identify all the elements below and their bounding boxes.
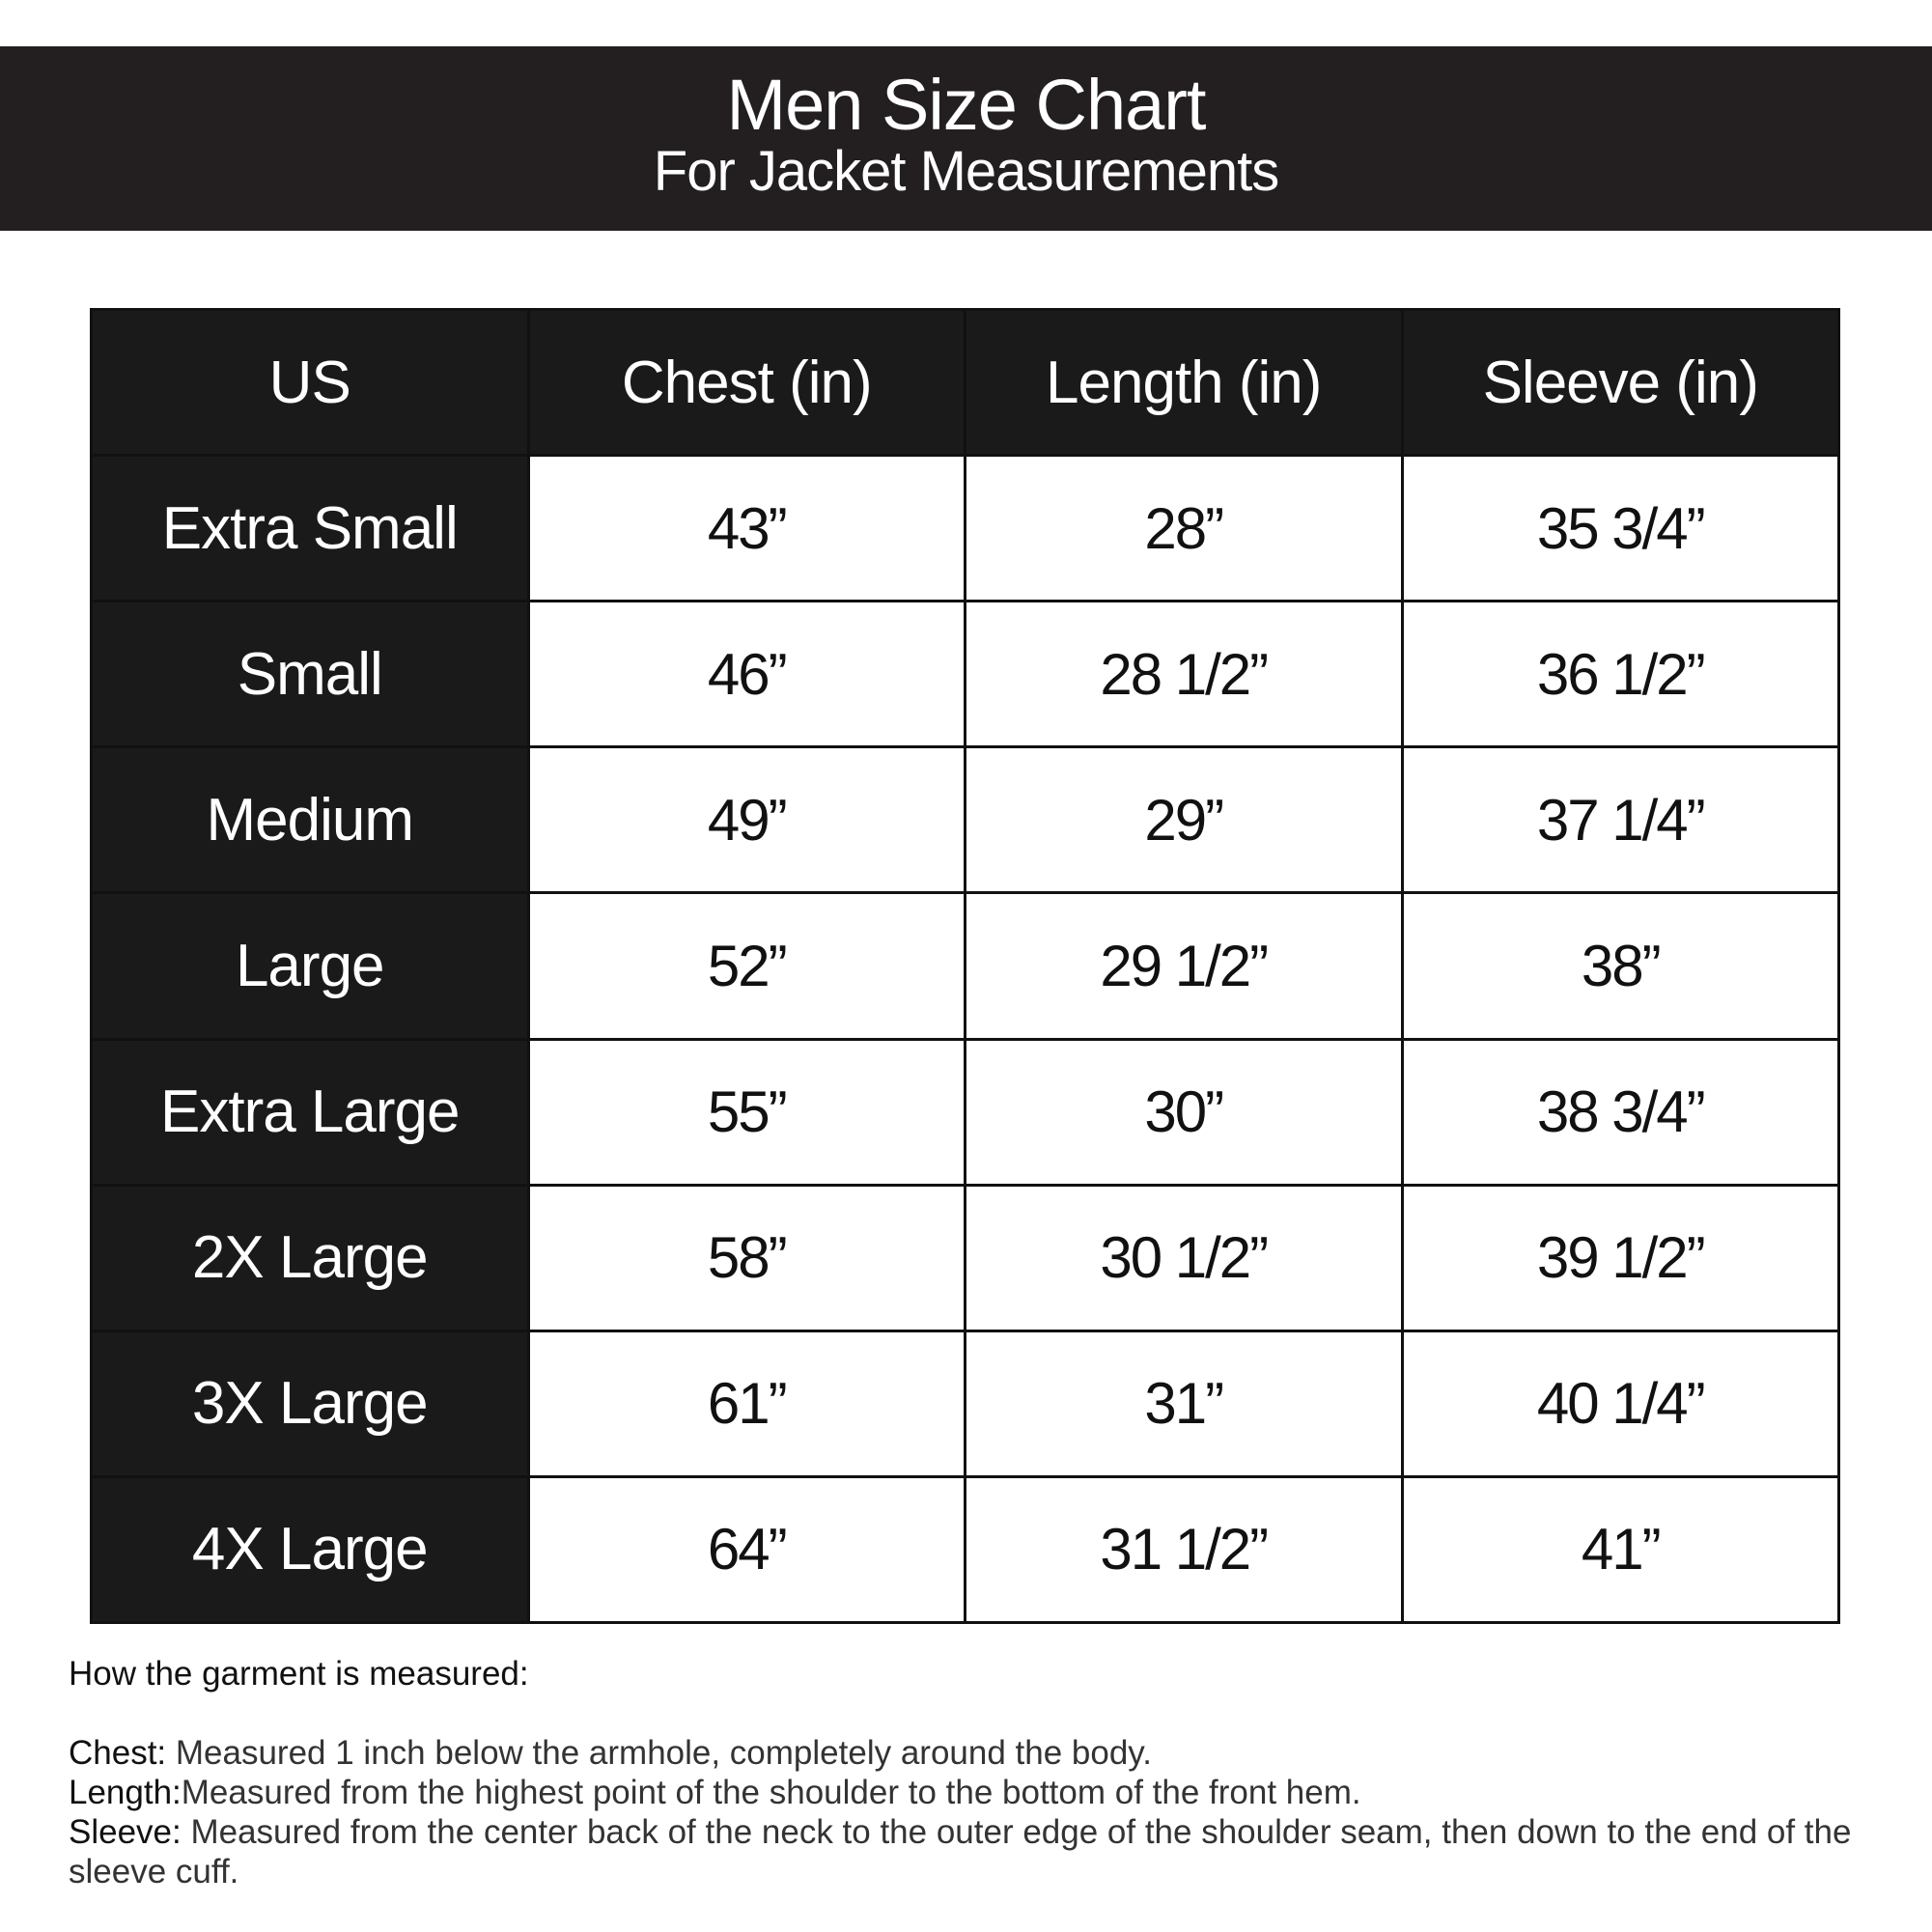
chest-value-cell: 46”	[528, 602, 966, 747]
size-chart-table	[90, 308, 1840, 1624]
length-value-cell: 30 1/2”	[966, 1185, 1403, 1330]
table-row	[92, 1330, 1839, 1476]
page-subtitle: For Jacket Measurements	[653, 140, 1279, 203]
size-label-cell: 3X Large	[92, 1330, 529, 1476]
chest-value-cell: 58”	[528, 1185, 966, 1330]
length-note-text: Measured from the highest point of the shoulder to the bottom of the front hem.	[181, 1774, 1361, 1811]
length-value-cell: 28”	[966, 456, 1403, 602]
size-label-cell: 4X Large	[92, 1476, 529, 1622]
table-row	[92, 1039, 1839, 1185]
page-title: Men Size Chart	[726, 65, 1206, 145]
chest-note	[69, 1733, 1884, 1773]
sleeve-value-cell: 39 1/2”	[1402, 1185, 1839, 1330]
column-header-length: Length (in)	[966, 310, 1403, 456]
chest-value-cell: 64”	[528, 1476, 966, 1622]
length-value-cell: 28 1/2”	[966, 602, 1403, 747]
column-header-us: US	[92, 310, 529, 456]
size-label-cell: Small	[92, 602, 529, 747]
header-banner	[0, 46, 1932, 231]
length-note	[69, 1773, 1884, 1812]
size-label-cell: Large	[92, 893, 529, 1039]
sleeve-note-label: Sleeve:	[69, 1813, 182, 1851]
table-row	[92, 602, 1839, 747]
measurement-notes	[69, 1654, 1884, 1891]
sleeve-value-cell: 38”	[1402, 893, 1839, 1039]
length-value-cell: 29”	[966, 747, 1403, 893]
length-value-cell: 31 1/2”	[966, 1476, 1403, 1622]
table-row	[92, 456, 1839, 602]
chest-value-cell: 43”	[528, 456, 966, 602]
size-label-cell: Medium	[92, 747, 529, 893]
length-value-cell: 31”	[966, 1330, 1403, 1476]
sleeve-note	[69, 1812, 1884, 1891]
table-header-row	[92, 310, 1839, 456]
chest-note-text: Measured 1 inch below the armhole, completely around the body.	[166, 1734, 1152, 1772]
size-label-cell: Extra Large	[92, 1039, 529, 1185]
notes-heading: How the garment is measured:	[69, 1655, 529, 1693]
sleeve-value-cell: 40 1/4”	[1402, 1330, 1839, 1476]
chest-note-label: Chest:	[69, 1734, 167, 1772]
sleeve-value-cell: 41”	[1402, 1476, 1839, 1622]
table-row	[92, 1185, 1839, 1330]
length-value-cell: 30”	[966, 1039, 1403, 1185]
table-row	[92, 747, 1839, 893]
chest-value-cell: 52”	[528, 893, 966, 1039]
column-header-chest: Chest (in)	[528, 310, 966, 456]
table-row	[92, 893, 1839, 1039]
size-label-cell: Extra Small	[92, 456, 529, 602]
sleeve-value-cell: 35 3/4”	[1402, 456, 1839, 602]
sleeve-value-cell: 36 1/2”	[1402, 602, 1839, 747]
chest-value-cell: 61”	[528, 1330, 966, 1476]
sleeve-value-cell: 38 3/4”	[1402, 1039, 1839, 1185]
size-label-cell: 2X Large	[92, 1185, 529, 1330]
length-value-cell: 29 1/2”	[966, 893, 1403, 1039]
chest-value-cell: 55”	[528, 1039, 966, 1185]
table-row	[92, 1476, 1839, 1622]
length-note-label: Length:	[69, 1774, 182, 1811]
column-header-sleeve: Sleeve (in)	[1402, 310, 1839, 456]
chest-value-cell: 49”	[528, 747, 966, 893]
sleeve-value-cell: 37 1/4”	[1402, 747, 1839, 893]
sleeve-note-text: Measured from the center back of the neck to the outer edge of the shoulder seam, then down to the end of the sleeve cuff.	[69, 1813, 1852, 1890]
